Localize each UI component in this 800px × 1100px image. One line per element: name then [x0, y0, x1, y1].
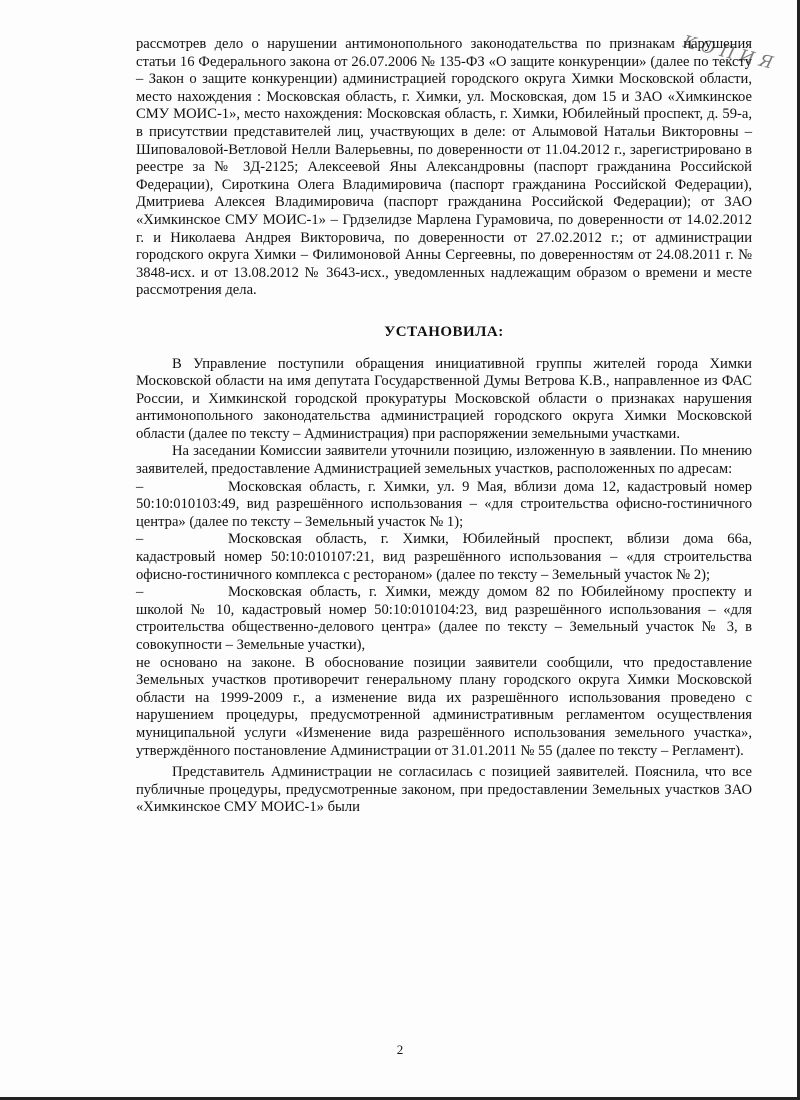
page-number: 2 — [396, 1042, 404, 1057]
list-item-text: Московская область, г. Химки, ул. 9 Мая, вблизи дома 12, кадастровый номер 50:10:010103:49, вид разрешённого использования – «для строительства офисно-гостиничного центра» (далее по тексту – Земельный участок № 1); — [136, 478, 752, 530]
document-body — [136, 36, 752, 817]
list-dash: – — [136, 531, 144, 548]
section-heading: УСТАНОВИЛА: — [384, 323, 504, 340]
paragraph-2: На заседании Комиссии заявители уточнили позицию, изложенную в заявлении. По мнению заявителей, предоставление Администрацией земельных участков, расположенных по адресам: — [136, 443, 752, 478]
list-item — [136, 531, 752, 584]
list-item-text: Московская область, г. Химки, между домом 82 по Юбилейному проспекту и школой № 10, кадастровый номер 50:10:010104:23, вид разрешённого использования – «для строительства общественно-делового центра» (далее по тексту – Земельный участок № 3, в совокупности – Земельные участки), — [136, 584, 752, 653]
intro-paragraph: рассмотрев дело о нарушении антимонопольного законодательства по признакам нарушения статьи 16 Федерального закона от 26.07.2006 № 135-ФЗ «О защите конкуренции» (далее по тексту – Закон о защите конкуренции) администрацией городского округа Химки Московской области, место нахождения : Московская область, г. Химки, ул. Московская, дом 15 и ЗАО «Химкинское СМУ МОИС-1», место нахождения: Московская область, г. Химки, Юбилейный проспект, д. 59-а, в присутствии представителей лиц, участвующих в деле: от Алымовой Натальи Викторовны – Шиповаловой-Ветловой Нелли Валерьевны, по доверенности от 11.04.2012 г., зарегистрировано в реестре за № 3Д-2125; Алексеевой Яны Александровны (паспорт гражданина Российской Федерации), Сироткина Олега Владимировича (паспорт гражданина Российской Федерации), Дмитриева Алексея Владимировича (паспорт гражданина Российской Федерации); от ЗАО «Химкинское СМУ МОИС-1» – Грдзелидзе Марлена Гурамовича, по доверенности от 14.02.2012 г. и Николаева Андрея Викторовича, по доверенности от 27.02.2012 г.; от администрации городского округа Химки – Филимоновой Анны Сергеевны, по доверенностям от 24.08.2011 г. № 3848-исх. и от 13.08.2012 № 3643-исх., уведомленных надлежащим образом о времени и месте рассмотрения дела. — [136, 36, 752, 299]
list-item — [136, 584, 752, 654]
list-dash: – — [136, 478, 144, 495]
list-item — [136, 479, 752, 532]
paragraph-1: В Управление поступили обращения инициативной группы жителей города Химки Московской области на имя депутата Государственной Думы Ветрова К.В., направленное из ФАС России, и Химкинской городской прокуратуры Московской области о признаках нарушения антимонопольного законодательства администрацией городского округа Химки Московской области (далее по тексту – Администрация) при распоряжении земельными участками. — [136, 355, 752, 442]
list-dash: – — [136, 584, 144, 601]
paragraph-4: Представитель Администрации не согласилась с позицией заявителей. Пояснила, что все публичные процедуры, предусмотренные законом, при предоставлении Земельных участков ЗАО «Химкинское СМУ МОИС-1» были — [136, 764, 752, 816]
paragraph-3: не основано на законе. В обоснование позиции заявители сообщили, что предоставление Земельных участков противоречит генеральному плану городского округа Химки Московской области на 1999-2009 г., а изменение вида их разрешённого использования проведено с нарушением процедуры, предусмотренной административным регламентом осуществления муниципальной услуги «Изменение вида разрешённого использования земельного участка», утверждённого постановление Администрации от 31.01.2011 № 55 (далее по тексту – Регламент). — [136, 654, 752, 759]
copy-stamp: К О П И Я — [680, 31, 775, 74]
list-item-text: Московская область, г. Химки, Юбилейный проспект, вблизи дома 66а, кадастровый номер 50:10:010107:21, вид разрешённого использования – «для строительства офисно-гостиничного комплекса с рестораном» (далее по тексту – Земельный участок № 2); — [136, 531, 752, 583]
